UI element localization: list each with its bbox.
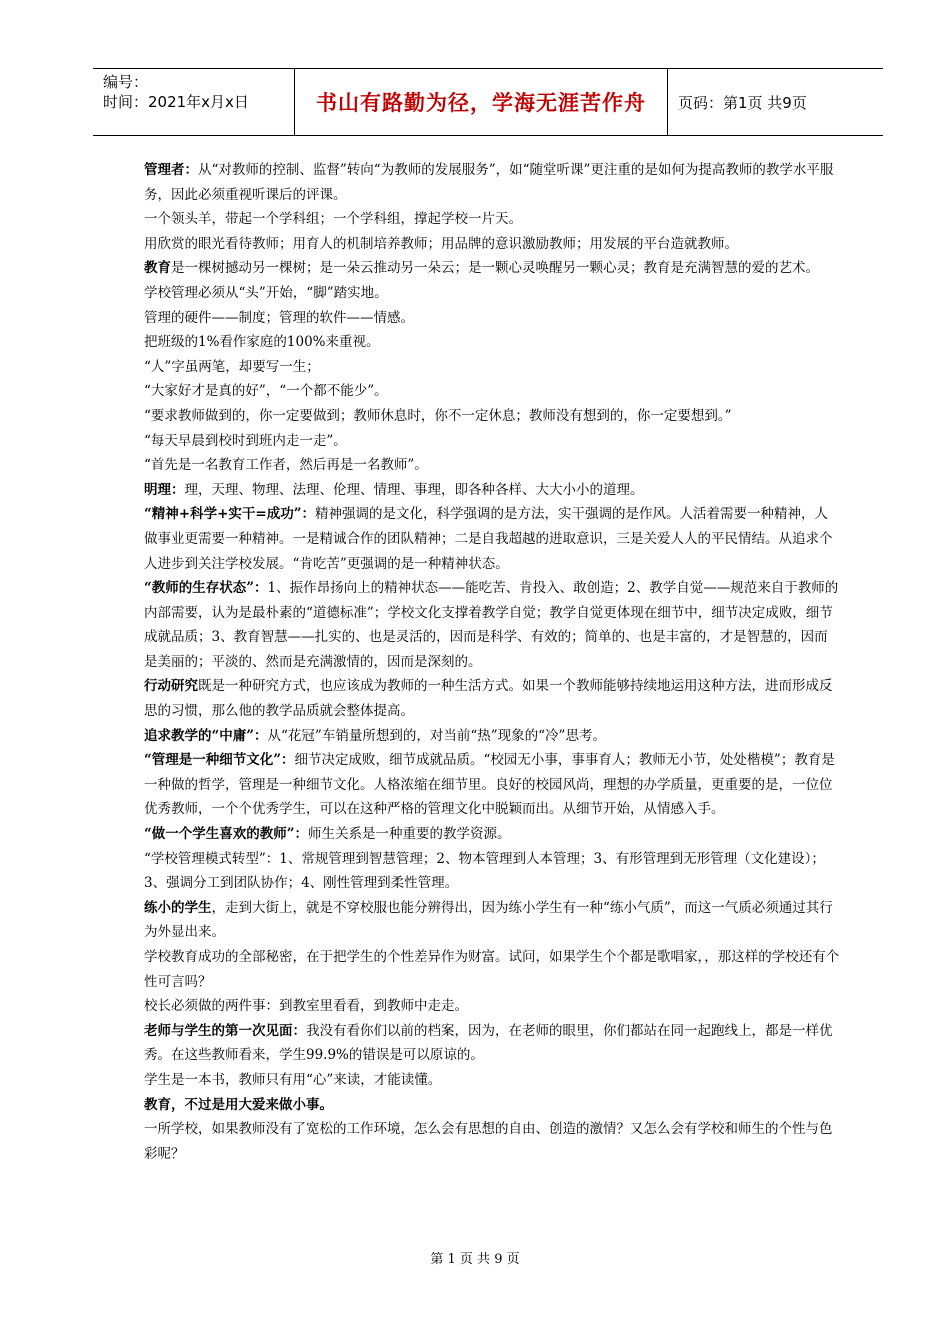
paragraph-text: 从“花冠”车销量所想到的，对当前“热”现象的“冷”思考。 (267, 727, 606, 744)
paragraph-text: 学生是一本书，教师只有用“心”来读，才能读懂。 (144, 1071, 442, 1088)
paragraph (144, 429, 841, 454)
paragraph (144, 1117, 841, 1166)
header-time-label: 时间：2021年x月x日 (103, 93, 249, 111)
page-header (93, 68, 883, 136)
paragraph (144, 576, 841, 674)
header-motto: 书山有路勤为径，学海无涯苦作舟 (316, 91, 646, 115)
paragraph-lead: 练小的学生 (144, 899, 212, 916)
paragraph (144, 379, 841, 404)
paragraph-text: “每天早晨到校时到班内走一走”。 (144, 432, 347, 449)
paragraph-text: 校长必须做的两件事：到教室里看看，到教师中走走。 (144, 998, 468, 1015)
paragraph-text: “大家好才是真的好”，“一个都不能少”。 (144, 383, 388, 400)
paragraph (144, 355, 841, 380)
paragraph (144, 207, 841, 232)
paragraph (144, 674, 841, 723)
paragraph (144, 847, 841, 896)
paragraph (144, 1093, 841, 1118)
paragraph-text: 管理的硬件——制度；管理的软件——情感。 (144, 309, 414, 326)
paragraph-text: 把班级的1%看作家庭的100%来重视。 (144, 334, 380, 351)
paragraph-text: 一个领头羊，带起一个学科组；一个学科组，撑起学校一片天。 (144, 211, 522, 228)
paragraph (144, 330, 841, 355)
paragraph-text: “要求教师做到的，你一定要做到；教师休息时，你不一定休息；教师没有想到的，你一定要想到。” (144, 407, 732, 424)
paragraph-lead: “管理是一种细节文化”： (144, 752, 295, 769)
paragraph-lead: “教师的生存状态”： (144, 580, 268, 597)
document-body (144, 158, 841, 1166)
paragraph-lead: 教育，不过是用大爱来做小事。 (144, 1096, 333, 1113)
paragraph-text: 师生关系是一种重要的教学资源。 (308, 826, 511, 843)
paragraph (144, 945, 841, 994)
paragraph (144, 1068, 841, 1093)
paragraph-lead: 管理者： (144, 162, 198, 178)
paragraph-text: “首先是一名教育工作者，然后再是一名教师”。 (144, 457, 428, 474)
paragraph-text: 学校管理必须从“头”开始，“脚”踏实地。 (144, 284, 388, 301)
paragraph-text: 我没有看你们以前的档案，因为，在老师的眼里，你们都站在同一起跑线上，都是一样优秀。在这些教师看来，学生99.9%的错误是可以原谅的。 (144, 1022, 833, 1064)
paragraph (144, 404, 841, 429)
paragraph-text: 从“对教师的控制、监督”转向“为教师的发展服务”，如“随堂听课”更注重的是如何为提高教师的教学水平服务，因此必须重视听课后的评课。 (144, 162, 834, 203)
paragraph-lead: 老师与学生的第一次见面： (144, 1022, 306, 1039)
paragraph (144, 724, 841, 749)
paragraph-text: 精神强调的是文化，科学强调的是方法，实干强调的是作风。人活着需要一种精神，人做事业更需要一种精神。一是精诚合作的团队精神；二是自我超越的进取意识，三是关爱人人的平民情结。从追求个人进步到关注学校发展。“肯吃苦”更强调的是一种精神状态。 (144, 506, 833, 572)
paragraph-text: 理，天理、物理、法理、伦理、情理、事理，即各种各样、大大小小的道理。 (184, 481, 644, 498)
paragraph (144, 232, 841, 257)
paragraph-text: 学校教育成功的全部秘密，在于把学生的个性差异作为财富。试问，如果学生个个都是歌唱家，，那这样的学校还有个性可言吗？ (144, 949, 840, 990)
paragraph (144, 994, 841, 1019)
paragraph (144, 748, 841, 822)
paragraph (144, 453, 841, 478)
paragraph (144, 896, 841, 945)
paragraph (144, 256, 841, 281)
header-page-label: 页码：第1页 共9页 (678, 93, 807, 112)
paragraph (144, 306, 841, 331)
paragraph-lead: “精神+科学+实干=成功”： (144, 506, 315, 523)
paragraph-text: 用欣赏的眼光看待教师；用育人的机制培养教师；用品牌的意识激励教师；用发展的平台造就教师。 (144, 235, 738, 252)
paragraph-text: “人”字虽两笔，却要写一生； (144, 358, 320, 375)
paragraph-lead: 教育 (144, 260, 171, 277)
header-number-label: 编号： (103, 73, 149, 91)
header-divider (667, 69, 668, 135)
paragraph (144, 281, 841, 306)
page-footer: 第 1 页 共 9 页 (430, 1252, 520, 1267)
paragraph-text: 既是一种研究方式，也应该成为教师的一种生活方式。如果一个教师能够持续地运用这种方法，进而形成反思的习惯，那么他的教学品质就会整体提高。 (144, 678, 833, 720)
paragraph-lead: 行动研究 (144, 678, 198, 695)
paragraph-lead: 明理： (144, 481, 185, 498)
paragraph (144, 478, 841, 503)
paragraph (144, 1019, 841, 1068)
paragraph-text: 一所学校，如果教师没有了宽松的工作环境，怎么会有思想的自由、创造的激情？又怎么会有学校和师生的个性与色彩呢？ (144, 1121, 833, 1162)
paragraph-text: 1、振作昂扬向上的精神状态——能吃苦、肯投入、敢创造；2、教学自觉——规范来自于教师的内部需要，认为是最朴素的“道德标准”；学校文化支撑着教学自觉；教学自觉更体现在细节中，细节决定成败，细节成就品质；3、教育智慧——扎实的、也是灵活的，因而是科学、有效的；简单的、也是丰富的，才是智慧的，因而是美丽的；平淡的、然而是充满激情的，因而是深刻的。 (144, 580, 839, 670)
paragraph (144, 158, 841, 207)
paragraph-lead: 追求教学的“中庸”： (144, 727, 268, 744)
paragraph-text: ，走到大街上，就是不穿校服也能分辨得出，因为练小学生有一种“练小气质”，而这一气质必须通过其行为外显出来。 (144, 899, 833, 941)
header-meta (103, 72, 293, 112)
paragraph-text: “学校管理模式转型”：1、常规管理到智慧管理；2、物本管理到人本管理；3、有形管理到无形管理（文化建设）；3、强调分工到团队协作；4、刚性管理到柔性管理。 (144, 850, 825, 892)
paragraph (144, 822, 841, 847)
paragraph-text: 是一棵树撼动另一棵树；是一朵云推动另一朵云；是一颗心灵唤醒另一颗心灵；教育是充满智慧的爱的艺术。 (171, 260, 819, 277)
paragraph-lead: “做一个学生喜欢的教师”： (144, 826, 309, 843)
paragraph (144, 502, 841, 576)
paragraph-text: 细节决定成败，细节成就品质。“校园无小事，事事育人；教师无小节，处处楷模”；教育是一种做的哲学，管理是一种细节文化。人格浓缩在细节里。良好的校园风尚，理想的办学质量，更重要的是，一位位优秀教师，一个个优秀学生，可以在这种严格的管理文化中脱颖而出。从细节开始，从情感入手。 (144, 752, 835, 818)
